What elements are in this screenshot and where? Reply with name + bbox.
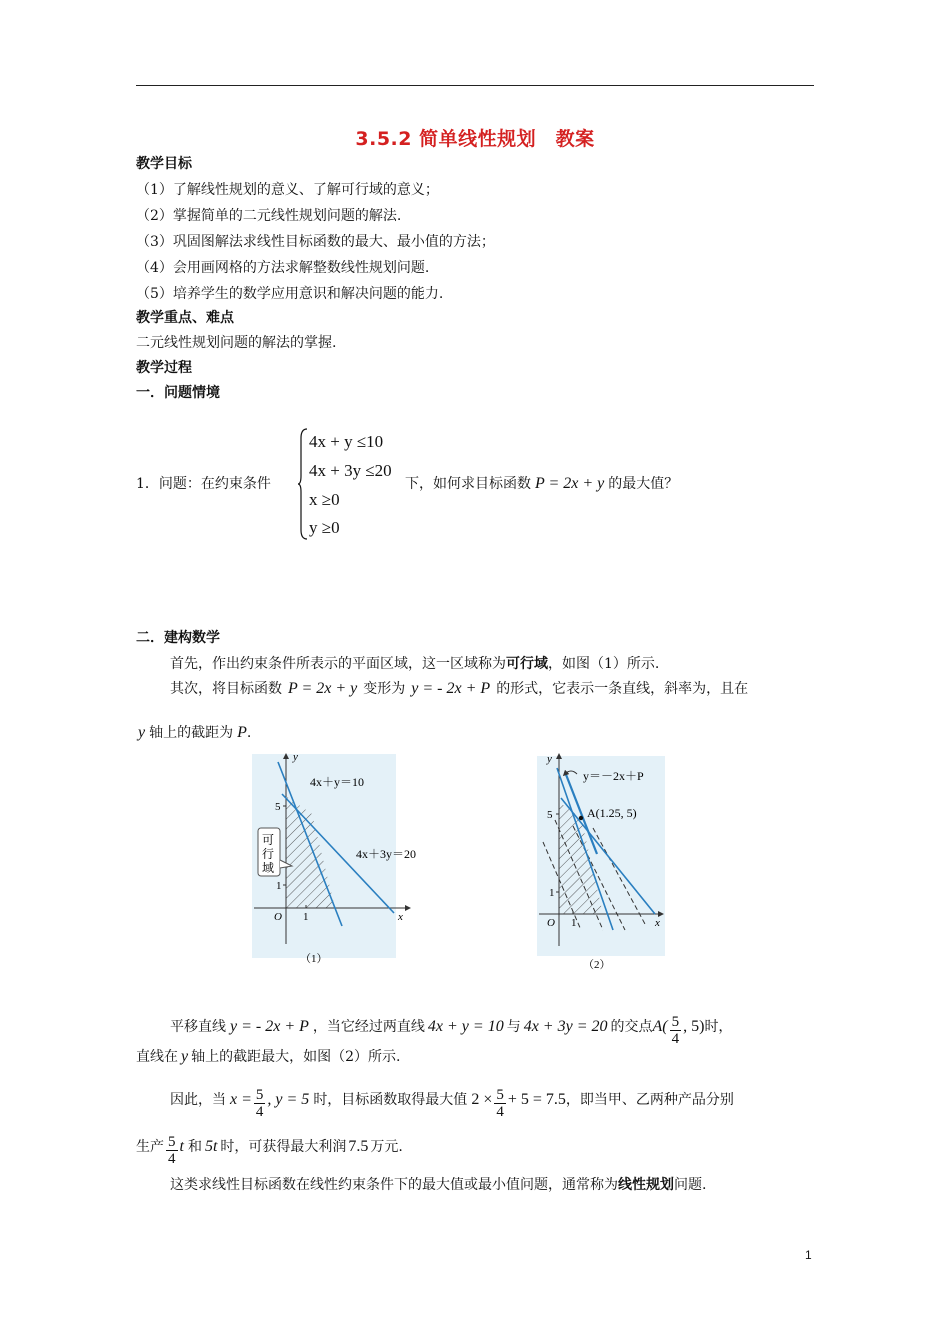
frac-num: 5 <box>255 1087 264 1103</box>
para4-text: 时，目标函数取得最大值 <box>313 1092 468 1108</box>
fig2-x-label: x <box>655 917 660 929</box>
region-label-2: 行 <box>262 847 275 861</box>
figure-2 <box>533 746 673 974</box>
var-p: P <box>237 724 247 741</box>
para3-formula-2: 4x + y = 10 <box>427 1018 504 1035</box>
para2-end: . <box>246 725 252 741</box>
para5-text: 这类求线性目标函数在线性约束条件下的最大值或最小值问题，通常称为 <box>170 1177 618 1193</box>
goal-item: （4）会用画网格的方法求解整数线性规划问题. <box>136 260 430 276</box>
para2-text: 的形式，它表示一条直线，斜率为，且在 <box>496 681 749 697</box>
objective-function: P = 2x + y <box>535 475 605 492</box>
var-5t: 5t <box>204 1138 218 1155</box>
para3-formula-1: y = - 2x + P <box>230 1018 309 1035</box>
para3-text: 与 <box>506 1019 521 1035</box>
fig2-tick-1x: 1 <box>571 917 577 929</box>
frac-num: 5 <box>168 1134 176 1150</box>
fig2-line-label: y＝－2x＋P <box>583 769 644 783</box>
y-equals: , y = 5 <box>267 1091 310 1108</box>
system-brace <box>298 428 308 540</box>
constraint-1: 4x + y ≤10 <box>309 432 384 451</box>
var-y: y <box>181 1048 189 1065</box>
max-calc-2: + 5 = 7.5 <box>507 1091 566 1108</box>
fig1-tick-1x: 1 <box>303 911 309 923</box>
fig1-origin: O <box>274 911 282 923</box>
part1-heading: 一．问题情境 <box>136 385 220 401</box>
fig1-caption: （1） <box>300 953 328 965</box>
fig1-line1-label: 4x＋y＝10 <box>310 775 365 789</box>
para3-text: 平移直线 <box>170 1019 226 1035</box>
frac-num: 5 <box>671 1014 680 1030</box>
frac-num: 5 <box>496 1087 504 1103</box>
goal-item: （1）了解线性规划的意义、了解可行域的意义； <box>136 182 439 198</box>
frac-den: 4 <box>496 1104 504 1120</box>
objective-formula: P = 2x + y <box>288 680 358 697</box>
point-a-close: , 5) <box>683 1018 705 1035</box>
point-a <box>579 816 583 820</box>
para3-text: 时， <box>704 1019 733 1035</box>
problem-mid: 下，如何求目标函数 <box>405 476 531 492</box>
para3-text: 直线在 <box>136 1049 178 1065</box>
fig1-x-label: x <box>398 911 403 923</box>
fig1-y-label: y <box>293 751 298 763</box>
para3-text: 的交点 <box>610 1019 653 1035</box>
figure-1 <box>248 748 448 970</box>
constraint-2: 4x + 3y ≤20 <box>309 461 392 480</box>
fig2-point-label: A(1.25, 5) <box>587 806 637 820</box>
para1-text-end: ，如图（1）所示. <box>548 656 660 672</box>
key-text: 二元线性规划问题的解法的掌握. <box>136 335 337 351</box>
linear-programming-term: 线性规划 <box>618 1177 674 1193</box>
transformed-formula: y = - 2x + P <box>411 680 491 697</box>
goal-item: （5）培养学生的数学应用意识和解决问题的能力. <box>136 286 444 302</box>
para4-text: 时，可获得最大利润 <box>220 1139 347 1155</box>
max-calc-1: 2 × <box>471 1091 493 1108</box>
page-number: 1 <box>805 1248 812 1262</box>
var-t: t <box>179 1138 184 1155</box>
para3-text: ，当它经过两直线 <box>312 1019 425 1035</box>
para2-text: 轴上的截距为 <box>149 725 234 741</box>
problem-lead: 1．问题：在约束条件 <box>136 476 271 492</box>
point-a-open: A( <box>652 1018 668 1035</box>
para2-text: 变形为 <box>363 681 406 697</box>
fig1-line2-label: 4x＋3y＝20 <box>356 847 417 861</box>
x-equals: x = <box>230 1091 252 1108</box>
para4-text: 因此，当 <box>170 1092 226 1108</box>
region-label-1: 可 <box>262 833 275 847</box>
fig2-y-label: y <box>547 753 552 765</box>
fig2-tick-5: 5 <box>547 809 553 821</box>
problem-tail: 的最大值？ <box>608 476 679 492</box>
goal-item: （2）掌握简单的二元线性规划问题的解法. <box>136 208 402 224</box>
para4-text: 生产 <box>136 1139 164 1155</box>
fig1-tick-5: 5 <box>275 801 281 813</box>
max-profit: 7.5 <box>348 1138 369 1155</box>
goals-heading: 教学目标 <box>136 156 192 172</box>
part2-heading: 二．建构数学 <box>136 630 220 646</box>
key-heading: 教学重点、难点 <box>136 310 234 326</box>
frac-den: 4 <box>168 1151 176 1167</box>
para3-formula-3: 4x + 3y = 20 <box>523 1018 608 1035</box>
constraint-4: y ≥0 <box>309 518 340 537</box>
feasible-region-term: 可行域 <box>506 656 548 672</box>
frac-den: 4 <box>671 1031 680 1047</box>
region-label-3: 域 <box>262 861 275 875</box>
var-y: y <box>138 724 146 741</box>
page-title: 3.5.2 简单线性规划 教案 <box>355 128 595 150</box>
para4-text: 万元. <box>370 1139 403 1155</box>
para4-text: 和 <box>187 1139 202 1155</box>
fig1-tick-1y: 1 <box>276 880 282 892</box>
fig2-origin: O <box>547 917 555 929</box>
fig2-tick-1y: 1 <box>549 887 555 899</box>
frac-den: 4 <box>255 1104 264 1120</box>
para1-text: 首先，作出约束条件所表示的平面区域，这一区域称为 <box>170 656 506 672</box>
para5-text-end: 问题. <box>674 1177 707 1193</box>
para3-text: 轴上的截距最大，如图（2）所示. <box>191 1049 401 1065</box>
header-rule <box>136 85 814 86</box>
para2-text: 其次，将目标函数 <box>170 681 282 697</box>
goal-item: （3）巩固图解法求线性目标函数的最大、最小值的方法； <box>136 234 495 250</box>
constraint-3: x ≥0 <box>309 490 340 509</box>
process-heading: 教学过程 <box>136 360 192 376</box>
para4-text: ，即当甲、乙两种产品分别 <box>565 1092 734 1108</box>
fig2-caption: （2） <box>583 959 611 971</box>
